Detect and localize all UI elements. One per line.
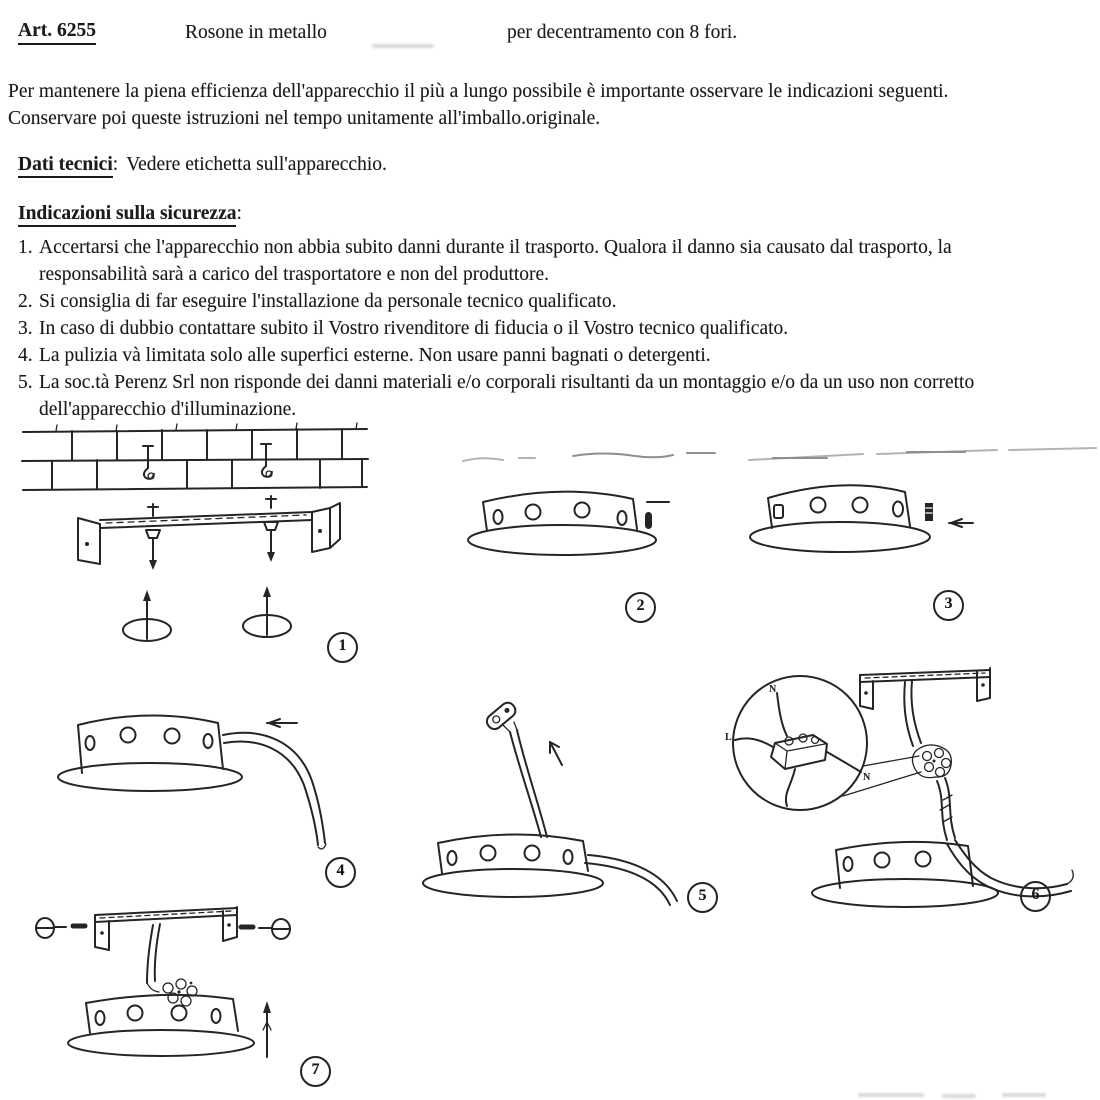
item-number: 4. xyxy=(18,345,33,366)
terminal-block xyxy=(163,979,197,1006)
safety-heading-label: Indicazioni sulla sicurezza xyxy=(18,203,236,227)
ceiling-line xyxy=(463,453,715,461)
arrow-left-icon xyxy=(949,519,973,527)
wall-bracket xyxy=(95,907,237,950)
figure-6-label: 6 xyxy=(1020,881,1051,912)
brick-wall xyxy=(22,423,368,490)
power-cable xyxy=(585,855,677,905)
ceiling-rose-canopy xyxy=(750,485,930,552)
power-cable xyxy=(223,733,326,849)
wire-label-n-top: N xyxy=(769,684,777,695)
fixing-screw-icon xyxy=(925,503,933,521)
toggle-screw-icons xyxy=(123,586,291,641)
intro-paragraph: Per mantenere la piena efficienza dell'apparecchio il più a lungo possibile è importante osservare le indicazioni seguenti. Conservare poi queste istruzioni nel tempo unitamente all'imballo.originale. xyxy=(8,81,949,129)
bracket-screw-icons xyxy=(146,496,278,570)
figure-7-label: 7 xyxy=(300,1056,331,1087)
figure-1-diagram xyxy=(20,418,370,666)
list-item xyxy=(20,315,1055,342)
scan-artifact xyxy=(942,1094,976,1098)
item-number: 5. xyxy=(18,372,33,393)
ceiling-rose-canopy xyxy=(423,834,603,897)
wire-connector-icon xyxy=(484,700,518,732)
dati-tecnici-colon: : xyxy=(112,154,119,175)
fixing-screw-icon xyxy=(645,502,669,529)
list-item xyxy=(20,234,1055,288)
supply-wire xyxy=(904,681,921,746)
item-text: La soc.tà Perenz Srl non risponde dei danni materiali e/o corporali risultanti da un montaggio e/o da un uso non corretto dell'apparecchio d'illuminazione. xyxy=(39,372,975,420)
safety-list xyxy=(20,234,1055,423)
figure-5-label: 5 xyxy=(687,882,718,913)
figure-4-label: 4 xyxy=(325,857,356,888)
wall-bracket xyxy=(860,668,990,709)
figure-3-label: 3 xyxy=(933,590,964,621)
supply-wires xyxy=(503,722,547,837)
figure-2-diagram xyxy=(455,445,745,620)
product-subtitle: per decentramento con 8 fori. xyxy=(507,22,738,43)
figure-4-diagram xyxy=(50,695,370,885)
scan-artifact xyxy=(372,44,434,48)
figure-3-diagram xyxy=(745,440,1100,620)
list-item xyxy=(20,342,1055,369)
arrow-up-icon xyxy=(263,1001,271,1057)
supply-wires xyxy=(147,924,160,992)
figure-1-label: 1 xyxy=(327,632,358,663)
item-number: 3. xyxy=(18,318,33,339)
ceiling-line xyxy=(749,448,1096,460)
dati-tecnici-label: Dati tecnici xyxy=(18,154,113,178)
terminal-block-detail xyxy=(735,693,861,806)
dati-tecnici-text: Vedere etichetta sull'apparecchio. xyxy=(126,154,387,175)
wire-label-l: L xyxy=(725,732,732,743)
list-item xyxy=(20,369,1055,423)
arrow-left-icon xyxy=(267,719,297,727)
side-screw-right-icon xyxy=(241,919,290,939)
item-text: Si consiglia di far eseguire l'installazione da personale tecnico qualificato. xyxy=(39,291,617,312)
power-cable xyxy=(947,840,1073,896)
twisted-cable xyxy=(937,778,955,840)
article-number: Art. 6255 xyxy=(18,20,96,45)
arrow-up-icon xyxy=(550,742,562,765)
item-text: In caso di dubbio contattare subito il Vostro rivenditore di fiducia o il Vostro tecnico qualificato. xyxy=(39,318,789,339)
scan-artifact xyxy=(858,1093,924,1097)
ceiling-rose-canopy xyxy=(68,995,254,1056)
safety-heading xyxy=(18,203,242,225)
side-screw-left-icon xyxy=(36,918,85,938)
ceiling-rose-canopy xyxy=(468,492,656,555)
wire-label-n-right: N xyxy=(863,772,871,783)
item-number: 2. xyxy=(18,291,33,312)
technical-data-line xyxy=(18,154,387,176)
safety-heading-colon: : xyxy=(236,203,242,224)
mounting-bracket xyxy=(78,503,340,564)
item-number: 1. xyxy=(18,237,33,258)
item-text: Accertarsi che l'apparecchio non abbia subito danni durante il trasporto. Qualora il danno sia causato dal trasporto, la responsabilità sarà a carico del trasportatore e non del produttore. xyxy=(39,237,952,285)
product-title: Rosone in metallo xyxy=(185,22,327,43)
ceiling-rose-canopy xyxy=(58,715,242,791)
figure-2-label: 2 xyxy=(625,592,656,623)
list-item xyxy=(20,288,1055,315)
figure-6-diagram xyxy=(715,648,1100,910)
scan-artifact xyxy=(1002,1093,1046,1097)
figure-5-diagram xyxy=(425,685,725,913)
item-text: La pulizia và limitata solo alle superfici esterne. Non usare panni bagnati o detergenti. xyxy=(39,345,711,366)
